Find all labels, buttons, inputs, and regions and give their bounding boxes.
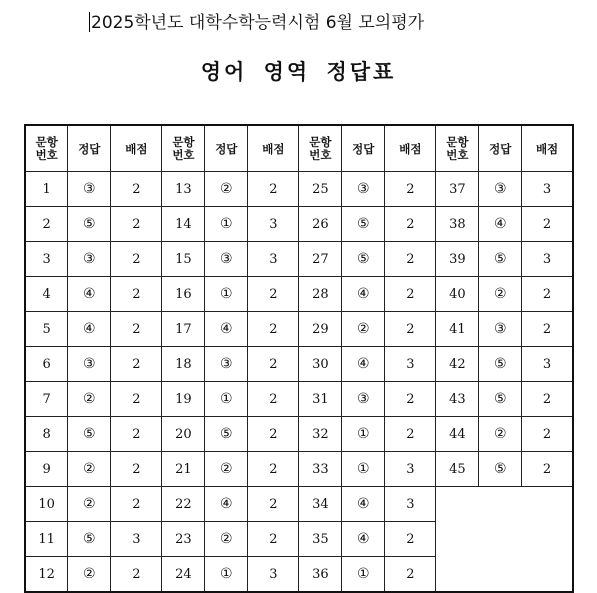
answer-key-table <box>24 124 574 593</box>
question-number: 5 <box>25 312 68 347</box>
question-number: 23 <box>162 522 205 557</box>
question-points: 3 <box>522 242 573 277</box>
correct-answer: ⑤ <box>342 242 385 277</box>
header-number <box>162 125 205 172</box>
question-number: 40 <box>436 277 479 312</box>
table-row <box>25 347 573 382</box>
empty-cell <box>436 522 479 557</box>
question-number: 4 <box>25 277 68 312</box>
correct-answer: ③ <box>68 347 111 382</box>
correct-answer: ① <box>342 417 385 452</box>
correct-answer: ④ <box>342 347 385 382</box>
question-number: 6 <box>25 347 68 382</box>
question-points: 2 <box>522 277 573 312</box>
table-row <box>25 382 573 417</box>
empty-cell <box>522 487 573 522</box>
question-points: 2 <box>385 207 436 242</box>
question-number: 9 <box>25 452 68 487</box>
question-points: 2 <box>248 172 299 207</box>
question-number: 42 <box>436 347 479 382</box>
question-number: 19 <box>162 382 205 417</box>
question-number: 2 <box>25 207 68 242</box>
empty-cell <box>436 557 479 593</box>
question-number: 26 <box>299 207 342 242</box>
table-row <box>25 417 573 452</box>
question-points: 3 <box>111 522 162 557</box>
header-number-top: 문항 <box>172 134 195 149</box>
question-points: 2 <box>111 347 162 382</box>
correct-answer: ③ <box>68 242 111 277</box>
header-answer: 정답 <box>205 125 248 172</box>
question-number: 38 <box>436 207 479 242</box>
question-number: 34 <box>299 487 342 522</box>
question-number: 17 <box>162 312 205 347</box>
question-points: 2 <box>248 277 299 312</box>
correct-answer: ② <box>68 382 111 417</box>
table-row <box>25 452 573 487</box>
answer-key-body <box>25 172 573 593</box>
question-points: 2 <box>248 452 299 487</box>
question-points: 2 <box>385 312 436 347</box>
question-number: 14 <box>162 207 205 242</box>
correct-answer: ② <box>205 452 248 487</box>
answer-key-sheet <box>24 124 572 582</box>
question-number: 45 <box>436 452 479 487</box>
question-points: 2 <box>385 277 436 312</box>
question-points: 2 <box>111 417 162 452</box>
document-title-text: 2025학년도 대학수학능력시험 6월 모의평가 <box>91 13 425 33</box>
correct-answer: ① <box>205 557 248 593</box>
correct-answer: ④ <box>68 312 111 347</box>
question-number: 22 <box>162 487 205 522</box>
correct-answer: ⑤ <box>479 452 522 487</box>
header-points: 배점 <box>385 125 436 172</box>
question-points: 2 <box>111 172 162 207</box>
question-points: 2 <box>522 382 573 417</box>
question-number: 20 <box>162 417 205 452</box>
table-row <box>25 487 573 522</box>
correct-answer: ⑤ <box>205 417 248 452</box>
question-points: 2 <box>522 452 573 487</box>
correct-answer: ④ <box>205 487 248 522</box>
question-number: 43 <box>436 382 479 417</box>
correct-answer: ② <box>479 417 522 452</box>
question-points: 2 <box>248 347 299 382</box>
table-row <box>25 277 573 312</box>
question-points: 2 <box>111 452 162 487</box>
question-points: 2 <box>111 487 162 522</box>
header-answer: 정답 <box>479 125 522 172</box>
correct-answer: ⑤ <box>479 347 522 382</box>
correct-answer: ③ <box>479 172 522 207</box>
question-number: 7 <box>25 382 68 417</box>
correct-answer: ③ <box>205 347 248 382</box>
correct-answer: ② <box>205 522 248 557</box>
correct-answer: ④ <box>68 277 111 312</box>
header-points: 배점 <box>522 125 573 172</box>
header-number-top: 문항 <box>35 134 58 149</box>
header-number-bottom: 번호 <box>172 147 195 162</box>
correct-answer: ① <box>205 207 248 242</box>
question-points: 2 <box>522 207 573 242</box>
question-points: 3 <box>385 487 436 522</box>
question-number: 30 <box>299 347 342 382</box>
question-points: 2 <box>111 207 162 242</box>
question-number: 28 <box>299 277 342 312</box>
question-points: 2 <box>522 417 573 452</box>
correct-answer: ② <box>479 277 522 312</box>
question-points: 2 <box>111 312 162 347</box>
correct-answer: ② <box>68 557 111 593</box>
correct-answer: ③ <box>342 382 385 417</box>
question-number: 29 <box>299 312 342 347</box>
question-points: 2 <box>111 242 162 277</box>
question-points: 3 <box>248 557 299 593</box>
question-number: 36 <box>299 557 342 593</box>
table-row <box>25 312 573 347</box>
question-number: 18 <box>162 347 205 382</box>
question-number: 37 <box>436 172 479 207</box>
question-number: 21 <box>162 452 205 487</box>
question-points: 3 <box>385 347 436 382</box>
empty-cell <box>522 522 573 557</box>
header-answer: 정답 <box>342 125 385 172</box>
text-cursor <box>89 12 90 32</box>
header-number <box>25 125 68 172</box>
question-number: 44 <box>436 417 479 452</box>
header-answer: 정답 <box>68 125 111 172</box>
question-points: 2 <box>385 242 436 277</box>
question-number: 3 <box>25 242 68 277</box>
correct-answer: ① <box>342 557 385 593</box>
header-row <box>25 125 573 172</box>
question-number: 8 <box>25 417 68 452</box>
empty-cell <box>479 557 522 593</box>
question-number: 35 <box>299 522 342 557</box>
correct-answer: ⑤ <box>68 207 111 242</box>
table-row <box>25 207 573 242</box>
correct-answer: ② <box>205 172 248 207</box>
correct-answer: ⑤ <box>68 417 111 452</box>
question-points: 2 <box>522 312 573 347</box>
document-subtitle: 영어 영역 정답표 <box>200 60 397 84</box>
header-number-top: 문항 <box>309 134 332 149</box>
question-points: 3 <box>248 207 299 242</box>
header-points: 배점 <box>111 125 162 172</box>
question-points: 2 <box>385 382 436 417</box>
question-number: 32 <box>299 417 342 452</box>
correct-answer: ③ <box>205 242 248 277</box>
empty-cell <box>522 557 573 593</box>
question-number: 13 <box>162 172 205 207</box>
question-points: 3 <box>522 347 573 382</box>
correct-answer: ③ <box>68 172 111 207</box>
question-points: 2 <box>111 277 162 312</box>
correct-answer: ① <box>342 452 385 487</box>
header-number-top: 문항 <box>446 134 469 149</box>
table-row <box>25 172 573 207</box>
question-number: 16 <box>162 277 205 312</box>
table-row <box>25 522 573 557</box>
question-points: 3 <box>248 242 299 277</box>
document-title <box>89 8 424 33</box>
question-number: 10 <box>25 487 68 522</box>
correct-answer: ⑤ <box>68 522 111 557</box>
question-points: 2 <box>248 487 299 522</box>
table-row <box>25 557 573 593</box>
correct-answer: ④ <box>342 277 385 312</box>
question-points: 2 <box>385 417 436 452</box>
header-number-bottom: 번호 <box>446 147 469 162</box>
question-points: 2 <box>111 557 162 593</box>
empty-cell <box>436 487 479 522</box>
question-points: 2 <box>385 557 436 593</box>
correct-answer: ④ <box>205 312 248 347</box>
header-number <box>436 125 479 172</box>
question-points: 2 <box>248 522 299 557</box>
question-number: 41 <box>436 312 479 347</box>
correct-answer: ① <box>205 277 248 312</box>
table-row <box>25 242 573 277</box>
correct-answer: ② <box>342 312 385 347</box>
question-number: 11 <box>25 522 68 557</box>
header-number-bottom: 번호 <box>309 147 332 162</box>
correct-answer: ④ <box>342 487 385 522</box>
correct-answer: ⑤ <box>479 242 522 277</box>
question-number: 12 <box>25 557 68 593</box>
correct-answer: ① <box>205 382 248 417</box>
header-number-bottom: 번호 <box>35 147 58 162</box>
correct-answer: ③ <box>479 312 522 347</box>
question-number: 15 <box>162 242 205 277</box>
question-points: 2 <box>111 382 162 417</box>
correct-answer: ③ <box>342 172 385 207</box>
empty-cell <box>479 487 522 522</box>
question-number: 24 <box>162 557 205 593</box>
correct-answer: ② <box>68 487 111 522</box>
question-number: 1 <box>25 172 68 207</box>
correct-answer: ④ <box>479 207 522 242</box>
question-points: 3 <box>385 452 436 487</box>
question-points: 3 <box>522 172 573 207</box>
header-number <box>299 125 342 172</box>
question-points: 2 <box>248 312 299 347</box>
empty-cell <box>479 522 522 557</box>
header-points: 배점 <box>248 125 299 172</box>
correct-answer: ⑤ <box>342 207 385 242</box>
correct-answer: ④ <box>342 522 385 557</box>
question-number: 31 <box>299 382 342 417</box>
correct-answer: ② <box>68 452 111 487</box>
question-points: 2 <box>385 172 436 207</box>
question-points: 2 <box>248 417 299 452</box>
question-number: 27 <box>299 242 342 277</box>
question-points: 2 <box>248 382 299 417</box>
question-number: 39 <box>436 242 479 277</box>
question-points: 2 <box>385 522 436 557</box>
question-number: 25 <box>299 172 342 207</box>
question-number: 33 <box>299 452 342 487</box>
correct-answer: ⑤ <box>479 382 522 417</box>
